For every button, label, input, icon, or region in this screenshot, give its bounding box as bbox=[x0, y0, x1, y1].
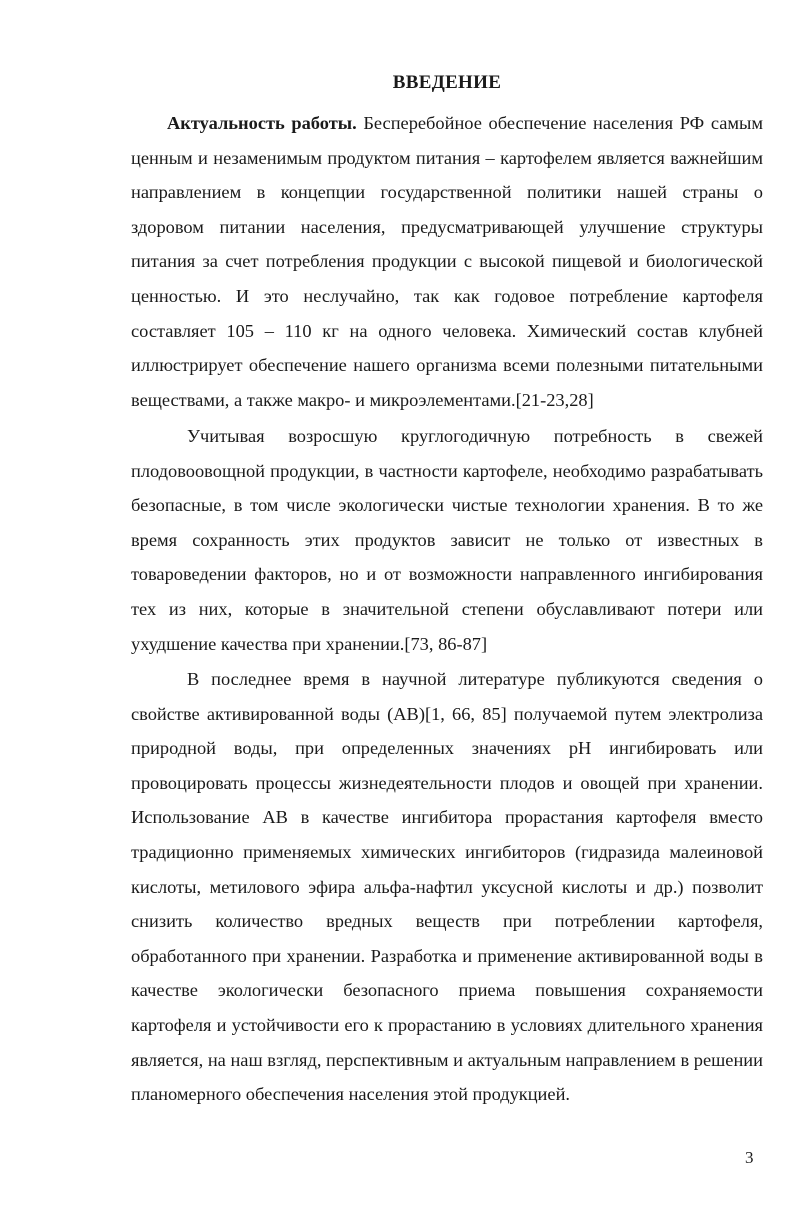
paragraph-text: Бесперебойное обеспечение населения РФ самым ценным и незаменимым продуктом питания – картофелем является важнейшим направлением в концепции государственной политики нашей страны о здоровом питании населения, предусматривающей улучшение структуры питания за счет потребления продукции с высокой пищевой и биологической ценностью. И это неслучайно, так как годовое потребление картофеля составляет 105 – 110 кг на одного человека. Химический состав клубней иллюстрирует обеспечение нашего организма всеми полезными питательными веществами, а также макро- и микроэлементами.[21-23,28] bbox=[131, 113, 763, 410]
section-heading: ВВЕДЕНИЕ bbox=[392, 72, 502, 93]
paragraph-text: В последнее время в научной литературе публикуются сведения о свойстве активированной воды (АВ)[1, 66, 85] получаемой путем электролиза природной воды, при определенных значениях pH ингибировать или провоцировать процессы жизнедеятельности плодов и овощей при хранении. Использование АВ в качестве ингибитора прорастания картофеля вместо традиционно применяемых химических ингибиторов (гидразида малеиновой кислоты, метилового эфира альфа-нафтил уксусной кислоты и др.) позволит снизить количество вредных веществ при потреблении картофеля, обработанного при хранении. Разработка и применение активированной воды в качестве экологически безопасного приема повышения сохраняемости картофеля и устойчивости его к прорастанию в условиях длительного хранения является, на наш взгляд, перспективным и актуальным направлением в решении планомерного обеспечения населения этой продукцией. bbox=[131, 669, 763, 1105]
page-number: 3 bbox=[745, 1148, 754, 1167]
paragraph-relevance bbox=[131, 106, 763, 417]
paragraph-storage bbox=[131, 419, 763, 661]
paragraph-activated-water bbox=[131, 662, 763, 1112]
paragraph-lead: Актуальность работы. bbox=[167, 113, 357, 133]
paragraph-text: Учитывая возросшую круглогодичную потребность в свежей плодовоовощной продукции, в частности картофеле, необходимо разрабатывать безопасные, в том числе экологически чистые технологии хранения. В то же время сохранность этих продуктов зависит не только от известных в товароведении факторов, но и от возможности направленного ингибирования тех из них, которые в значительной степени обуславливают потери или ухудшение качества при хранении.[73, 86-87] bbox=[131, 426, 763, 654]
